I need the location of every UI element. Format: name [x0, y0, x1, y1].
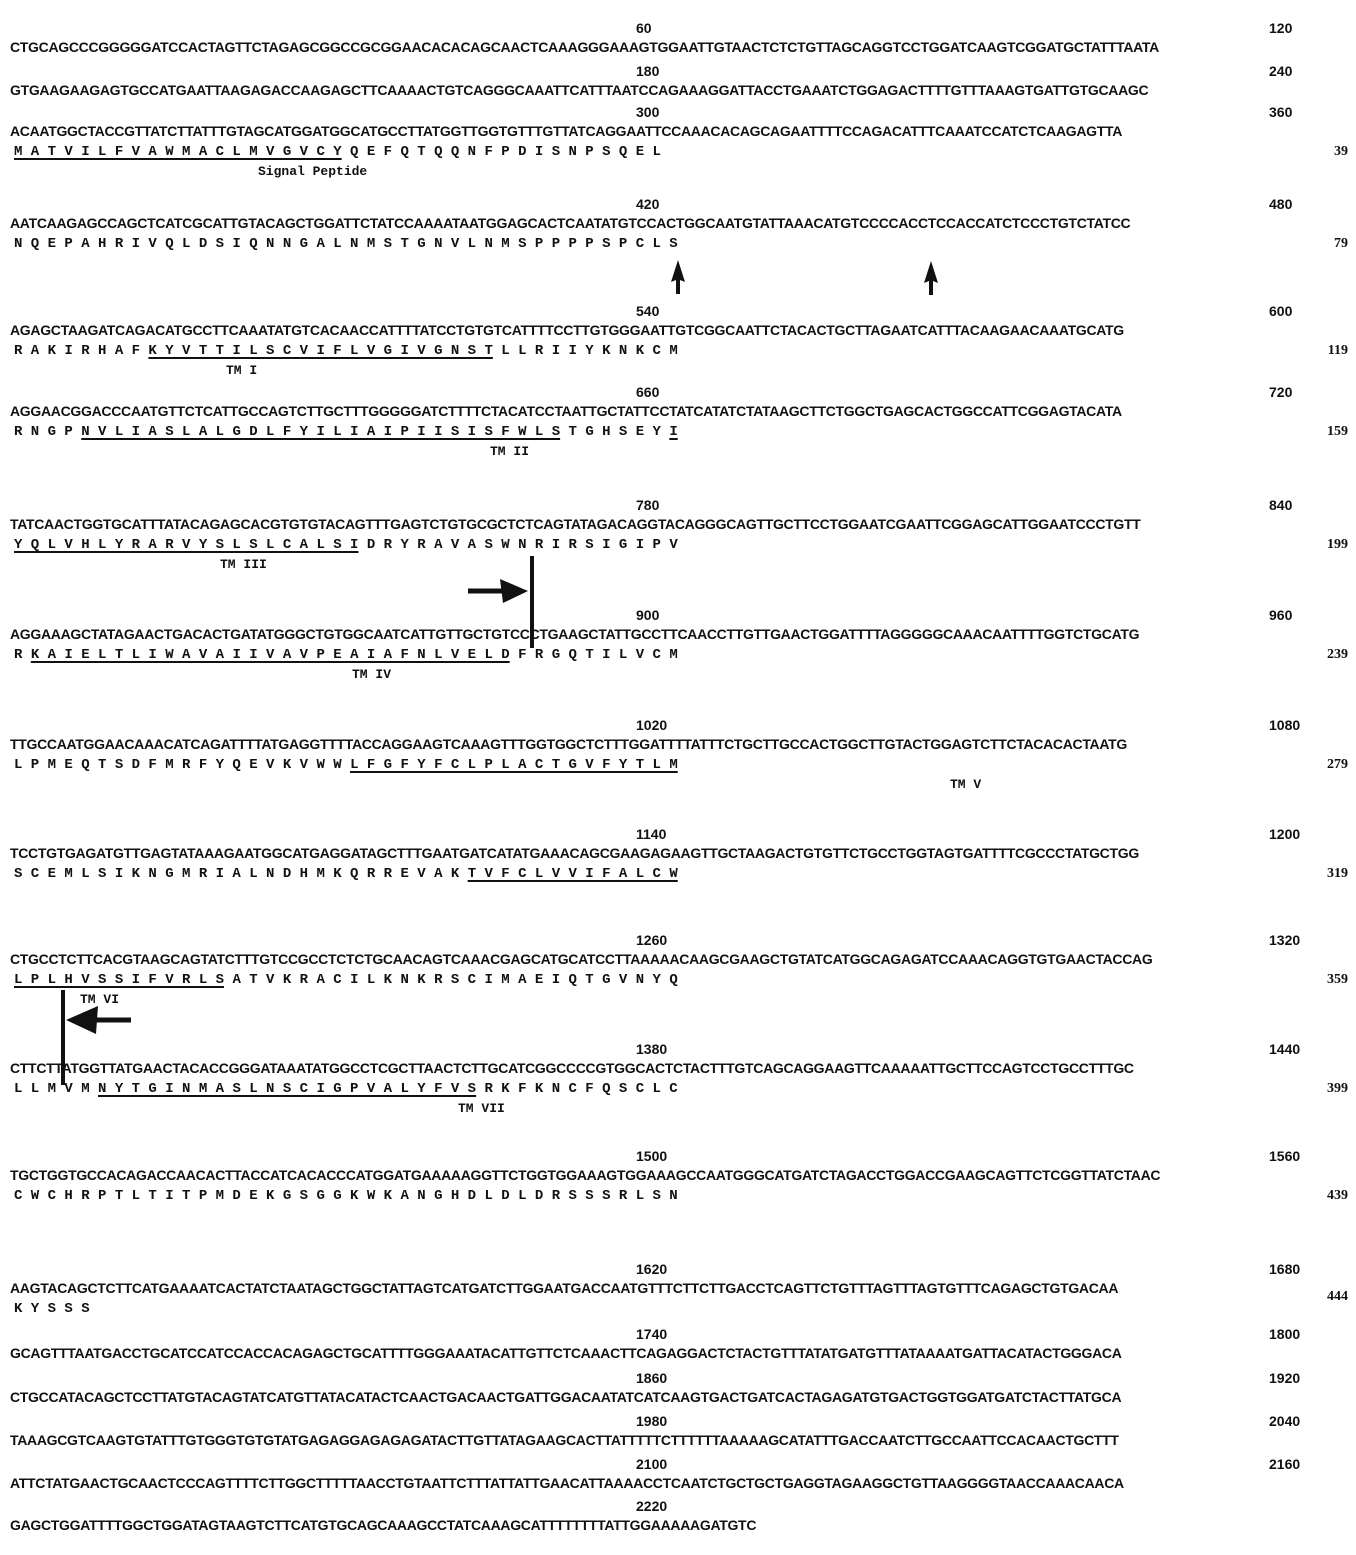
position-number: 840 — [1269, 497, 1293, 513]
underlined-region: L P L H V S S I F V R L S — [14, 972, 225, 988]
nucleotide-line: TTGCCAATGGAACAAACATCAGATTTTATGAGGTTTTACCAGGAAGTCAAAGTTTGGTGGCTCTTTGGATTTTATTTCTGCTTGCCACTGGCTTGTACTGGAGTCTTCTACACACTAATG — [10, 736, 1127, 752]
residue-index: 79 — [1334, 236, 1348, 251]
position-number: 600 — [1269, 303, 1293, 319]
residue-index: 399 — [1327, 1081, 1348, 1096]
position-number: 1860 — [636, 1370, 668, 1386]
position-number: 1200 — [1269, 826, 1301, 842]
residue-run: L L M V M — [14, 1081, 99, 1097]
position-number: 120 — [1269, 20, 1293, 36]
nucleotide-line: ATTCTATGAACTGCAACTCCCAGTTTTCTTGGCTTTTTAACCTGTAATTCTTTATTATTGAACATTAAAACCTCAATCTGCTGCTGAGGTAGAAGGCTGTTAAGGGGTAACCAAACAACA — [10, 1475, 1124, 1491]
residue-run: R K F K N C F Q S C L C — [476, 1081, 678, 1097]
underlined-region: L F G F Y F C L P L A C T G V F Y T L M — [350, 757, 678, 773]
nucleotide-line: ACAATGGCTACCGTTATCTTATTTGTAGCATGGATGGCATGCCTTATGGTTGGTGTTTGTTATCAGGAATTCCAAACACAGCAGAATTTTCCAGACATTTCAAATCCATCTCAAGAGTTA — [10, 123, 1123, 139]
nucleotide-line: TGCTGGTGCCACAGACCAACACTTACCATCACACCCATGGATGAAAAAGGTTCTGGTGGAAAGTGGAAAGCCAATGGGCATGATCTAGACCTGGACCGAAGCAGTTCTCGGTTATCTAAC — [10, 1167, 1161, 1183]
position-number: 1500 — [636, 1148, 668, 1164]
region-label: TM V — [950, 777, 982, 792]
region-label: TM II — [490, 444, 530, 459]
position-number: 180 — [636, 63, 660, 79]
nucleotide-line: CTGCCATACAGCTCCTTATGTACAGTATCATGTTATACATACTCAACTGACAACTGATTGGACAATATCATCAAGTGACTGATCACTAGAGATGTGACTGGTGGATGATCTACTTATGCA — [10, 1389, 1122, 1405]
residue-index: 239 — [1327, 647, 1348, 662]
nucleotide-line: TAAAGCGTCAAGTGTATTTGTGGGTGTGTATGAGAGGAGAGAGATACTTGTTATAGAAGCACTTATTTTTCTTTTTTAAAAAGCATATTTGACCAATCTTGCCAATTCCACAACTGCTTT — [10, 1432, 1119, 1448]
region-label: TM VI — [80, 992, 120, 1007]
nucleotide-line: AGGAACGGACCCAATGTTCTCATTGCCAGTCTTGCTTTGGGGGATCTTTTCTACATCCTAATTGCTATTCCTATCATATCTATAAGCTTCTGGCTGAGCACTGGCCATTCGGAGTACATA — [10, 403, 1122, 419]
position-number: 1800 — [1269, 1326, 1301, 1342]
underlined-region: K A I E L T L I W A V A I I V A V P E A I A F N L V E L D — [30, 647, 510, 663]
residue-index: 279 — [1327, 757, 1348, 772]
right-arrow-head-icon — [500, 579, 528, 603]
residue-index: 319 — [1327, 866, 1348, 881]
position-number: 780 — [636, 497, 660, 513]
residue-index: 359 — [1327, 972, 1348, 987]
position-number: 1980 — [636, 1413, 668, 1429]
residue-run: T G H S E Y — [560, 424, 670, 440]
underlined-region: K Y V T T I L S C V I F L V G I V G N S T — [148, 343, 493, 359]
residue-run: K Y S S S — [14, 1301, 90, 1317]
position-number: 360 — [1269, 104, 1293, 120]
region-label: TM VII — [458, 1101, 505, 1116]
position-number: 60 — [636, 20, 652, 36]
nucleotide-line: AGGAAAGCTATAGAACTGACACTGATATGGGCTGTGGCAATCATTGTTGCTGTCCCTGAAGCTATTGCCTTCAACCTTGTTGAACTGGATTTTAGGGGGCAAACAATTTTGGTCTGCATG — [10, 626, 1140, 642]
position-number: 420 — [636, 196, 660, 212]
position-number: 720 — [1269, 384, 1293, 400]
position-number: 1680 — [1269, 1261, 1301, 1277]
left-arrow-head-icon — [66, 1006, 98, 1034]
position-number: 1620 — [636, 1261, 668, 1277]
position-number: 960 — [1269, 607, 1293, 623]
nucleotide-line: TATCAACTGGTGCATTTATACAGAGCACGTGTGTACAGTTTGAGTCTGTGCGCTCTCAGTATAGACAGGTACAGGGCAGTTGCTTCCTGGAATCGAATTCGGAGCATTGGAATCCCTGTT — [10, 516, 1141, 532]
residue-index: 444 — [1327, 1289, 1348, 1304]
position-number: 300 — [636, 104, 660, 120]
residue-run: L L R I I Y K N K C M — [492, 343, 678, 359]
underlined-region: T V F C L V V I F A L C W — [467, 866, 678, 882]
position-number: 1440 — [1269, 1041, 1301, 1057]
nucleotide-line: GAGCTGGATTTTGGCTGGATAGTAAGTCTTCATGTGCAGCAAAGCCTATCAAAGCATTTTTTTTATTGGAAAAAGATGTC — [10, 1517, 757, 1533]
nucleotide-line: GCAGTTTAATGACCTGCATCCATCCACCACAGAGCTGCATTTTGGGAAATACATTGTTCTCAAACTTCAGAGGACTCTACTGTTTATATGATGTTTATAAAATGATTACATACTGGGACA — [10, 1345, 1122, 1361]
nucleotide-line: CTGCCTCTTCACGTAAGCAGTATCTTTGTCCGCCTCTCTGCAACAGTCAAACGAGCATGCATCCTTAAAAACAAGCGAAGCTGTATCATGGCAGAGATCCAAACAGGTGTGAACTACCAG — [10, 951, 1153, 967]
position-number: 1740 — [636, 1326, 668, 1342]
position-number: 900 — [636, 607, 660, 623]
underlined-region: M A T V I L F V A W M A C L M V G V C Y — [14, 144, 342, 160]
position-number: 480 — [1269, 196, 1293, 212]
nucleotide-line: AATCAAGAGCCAGCTCATCGCATTGTACAGCTGGATTCTATCCAAAATAATGGAGCACTCAATATGTCCACTGGCAATGTATTAAACATGTCCCCACCTCCACCATCTCCCTGTCTATCC — [10, 215, 1131, 231]
residue-run: D R Y R A V A S W N R I R S I G I P V — [358, 537, 678, 553]
residue-run: S C E M L S I K N G M R I A L N D H M K Q R R E V A K — [14, 866, 468, 882]
underlined-region: N Y T G I N M A S L N S C I G P V A L Y F V S — [98, 1081, 477, 1097]
residue-index: 39 — [1334, 144, 1348, 159]
residue-index: 439 — [1327, 1188, 1348, 1203]
position-number: 240 — [1269, 63, 1293, 79]
position-number: 1260 — [636, 932, 668, 948]
residue-run: A T V K R A C I L K N K R S C I M A E I Q T G V N Y Q — [224, 972, 678, 988]
residue-index: 159 — [1327, 424, 1348, 439]
position-number: 540 — [636, 303, 660, 319]
nucleotide-line: GTGAAGAAGAGTGCCATGAATTAAGAGACCAAGAGCTTCAAAACTGTCAGGGCAAATTCATTTAATCCAGAAAGGATTACCTGAAATCTGGAGACTTTTGTTTAAAGTGATTGTGCAAGC — [10, 82, 1149, 98]
region-label: TM III — [220, 557, 267, 572]
nucleotide-line: CTGCAGCCCGGGGGATCCACTAGTTCTAGAGCGGCCGCGGAACACACAGCAACTCAAAGGGAAAGTGGAATTGTAACTCTCTGTTAGCAGGTCCTGGATCAAGTCGGATGCTATTTAATA — [10, 39, 1159, 55]
position-number: 2100 — [636, 1456, 668, 1472]
position-number: 1140 — [636, 826, 667, 842]
underlined-region: Y Q L V H L Y R A R V Y S L S L C A L S I — [14, 537, 359, 553]
residue-run: C W C H R P T L T I T P M D E K G S G G K W K A N G H D L D L D R S S S R L S N — [14, 1188, 678, 1204]
position-number: 1560 — [1269, 1148, 1301, 1164]
region-label: TM IV — [352, 667, 392, 682]
residue-index: 199 — [1327, 537, 1348, 552]
position-number: 1020 — [636, 717, 668, 733]
position-number: 2040 — [1269, 1413, 1301, 1429]
residue-run: N Q E P A H R I V Q L D S I Q N N G A L N M S T G N V L N M S P P P P S P C L S — [14, 236, 678, 252]
residue-run: F R G Q T I L V C M — [509, 647, 678, 663]
glycosylation-site-arrow-icon — [924, 261, 938, 295]
nucleotide-line: CTTCTTATGGTTATGAACTACACCGGGATAAATATGGCCTCGCTTAACTCTTGCATCGGCCCCGTGGCACTCTACTTTGTCAGCAGGAAGTTCAAAAATTGCTTCCAGTCCTGCCTTTGC — [10, 1060, 1134, 1076]
position-number: 660 — [636, 384, 660, 400]
residue-index: 119 — [1327, 343, 1348, 358]
residue-run: R — [14, 647, 31, 663]
region-label: Signal Peptide — [258, 164, 368, 179]
region-label: TM I — [226, 363, 258, 378]
position-number: 2160 — [1269, 1456, 1301, 1472]
residue-run: R A K I R H A F — [14, 343, 149, 359]
nucleotide-line: AGAGCTAAGATCAGACATGCCTTCAAATATGTCACAACCATTTTATCCTGTGTCATTTTCCTTGTGGGAATTGTCGGCAATTCTACACTGCTTAGAATCATTTACAAGAACAAATGCATG — [10, 322, 1124, 338]
position-number: 1920 — [1269, 1370, 1301, 1386]
underlined-region: I — [669, 424, 678, 440]
position-number: 1380 — [636, 1041, 668, 1057]
nucleotide-line: TCCTGTGAGATGTTGAGTATAAAGAATGGCATGAGGATAGCTTTGAATGATCATATGAAACAGCGAAGAGAAGTTGCTAAGACTGTGTTCTGCCTGGTAGTGATTTTCGCCCTATGCTGG — [10, 845, 1139, 861]
residue-run: Q E F Q T Q Q N F P D I S N P S Q E L — [341, 144, 661, 160]
nucleotide-line: AAGTACAGCTCTTCATGAAAATCACTATCTAATAGCTGGCTATTAGTCATGATCTTGGAATGACCAATGTTTCTTCTTGACCTCAGTTCTGTTTAGTTTAGTGTTTCAGAGCTGTGACAA — [10, 1280, 1119, 1296]
glycosylation-site-arrow-icon — [671, 260, 685, 294]
position-number: 1320 — [1269, 932, 1301, 948]
residue-run: R N G P — [14, 424, 82, 440]
residue-run: L P M E Q T S D F M R F Y Q E V K V W W — [14, 757, 351, 773]
position-number: 1080 — [1269, 717, 1301, 733]
underlined-region: N V L I A S L A L G D L F Y I L I A I P I I S I S F W L S — [81, 424, 561, 440]
position-number: 2220 — [636, 1498, 668, 1514]
